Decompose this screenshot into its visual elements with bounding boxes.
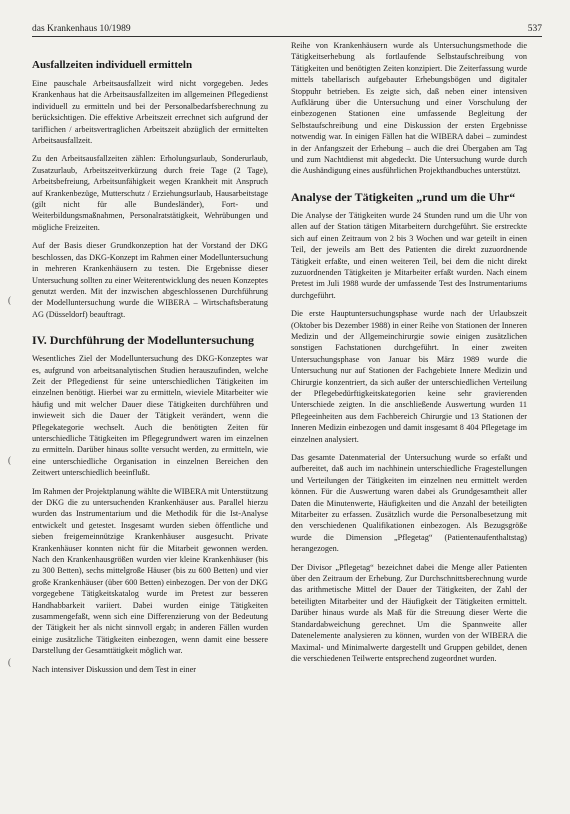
section-heading: Analyse der Tätigkeiten „rund um die Uhr“ [291, 189, 516, 204]
margin-bracket-icon: ( [8, 657, 11, 667]
paragraph: Nach intensiver Diskussion und dem Test in einer [32, 664, 197, 674]
running-header [32, 22, 542, 36]
left-column [32, 58, 268, 682]
section-heading: Ausfallzeiten individuell ermitteln [32, 59, 193, 71]
paragraph: Auf der Basis dieser Grundkonzeption hat der Vorstand der DKG beschlossen, das DKG-Konzept im Rahmen einer Modelluntersuchung in mehreren Krankenhäusern zu testen. Die Ergebnisse dieser Untersuchung sollten zu einer Weiterentwicklung des neuen Konzeptes genutzt werden. Mit der inzwischen abgeschlossenen Durchführung der Modelluntersuchung wurde die WIBERA – Wirtschaftsberatung AG (Düsseldorf) beauftragt. [32, 241, 268, 319]
header-rule [32, 36, 542, 37]
paragraph: Der Divisor „Pflegetag“ bezeichnet dabei die Menge aller Patienten über den Zeitraum der Erhebung. Zur Durchschnittsberechnung wurde das arithmetische Mittel der Dauer der Tätigkeiten, der Zahl der beteiligten Mitarbeiter und der Häufigkeit der Tätigkeiten ermittelt. Darüber hinaus wurde als Maß für die Streuung dieser Werte die Standardabweichung gerechnet. Um die Spannweite aller Datenelemente analysieren zu können, wurden von der WIBERA die Maximal- und Minimalwerte dargestellt und Gruppen gebildet, denen die verschiedenen Teilwerte entsprechend zugeordnet wurden. [291, 562, 527, 663]
page-number: 537 [527, 24, 542, 34]
paragraph: Wesentliches Ziel der Modelluntersuchung des DKG-Konzeptes war es, aufgrund von arbeitsanalytischen Studien herauszufinden, welche Zeit der Pflegedienst für seine unterschiedlichen Tätigkeiten im einzelnen benötigt. Hierbei war zu ermitteln, wieviele Mitarbeiter wie häufig und mit welcher Dauer diese Tätigkeiten durchführen und inwieweit sich die Dauer der Tätigkeit verändert, wenn die Pflegekategorie wechselt. Auch die benötigten Zeiten für unterschiedliche Tätigkeiten im Pflegegrundwert waren im einzelnen zu ermitteln. Darüber hinaus sollte versucht werden, zu ermitteln, wie eine unterschiedliche Organisation in einzelnen Bereichen den Zeitwert unterschiedlich beeinflußt. [32, 354, 268, 478]
paragraph: Eine pauschale Arbeitsausfallzeit wird nicht vorgegeben. Jedes Krankenhaus hat die Arbeitsausfallzeiten im allgemeinen Pflegedienst individuell zu ermitteln und bei der Personalbedarfsberechnung zu berücksichtigen. Die effektive Arbeitszeit errechnet sich aufgrund der tariflichen / arbeitsvertraglichen Arbeitszeit abzüglich der ermittelten Arbeitsausfallzeit. [32, 79, 268, 146]
paragraph: Reihe von Krankenhäusern wurde als Untersuchungsmethode die Tätigkeitserhebung als fortlaufende Selbstaufschreibung von Tätigkeiten und benötigten Zeiten konzipiert. Die Zeiterfassung wurde mittels tabellarisch aufgebauter Erhebungsbögen und digitaler Stoppuhr betrieben. Es zeigte sich, daß neben einer intensiven Aufklärung über die Untersuchung und einer Vorschulung der einbezogenen Stationen eine umfassende Begleitung der Selbstaufschreibung und eine Diskussion der ersten Ergebnisse notwendig war. In einigen Fällen hat die WIBERA dabei – zumindest in der Anfangszeit der Erhebung – auch die drei Übergaben am Tag und zum Nachtdienst mit abgedeckt. Die Untersuchung wurde durch die Aushändigung eines ausführlichen Projekthandbuches unterstützt. [291, 41, 527, 176]
paragraph: Im Rahmen der Projektplanung wählte die WIBERA mit Unterstützung der DKG die zu untersuchenden Krankenhäuser aus. Parallel hierzu wurden das Instrumentarium und die Methodik für die Ist-Analyse entwickelt und getestet. Insgesamt wurden sieben öffentliche und sieben freigemeinnützige Krankenhäuser ausgesucht. Private Krankenhäuser konnten nicht für die Mitarbeit gewonnen werden. Nach den Krankenhausgrößen wurden vier kleine Krankenhäuser (bis zu 300 Betten), sechs mittelgroße Häuser (bis zu 600 Betten) und vier große Krankenhäuser (über 600 Betten) einbezogen. Der von der DKG vorgegebene Tätigkeitskatalog wurde im Pretest zur besseren Handhabbarkeit variiert. Dabei wurden einige Tätigkeiten zusammengefaßt, wenn sich eine Differenzierung von der Bedeutung der Tätigkeit her als nicht sinnvoll ergab; in anderen Fällen wurden einige zusätzliche Tätigkeiten einbezogen, wenn damit eine bessere Darstellung der Gesamttätigkeit möglich war. [32, 486, 268, 656]
journal-issue: das Krankenhaus 10/1989 [32, 24, 131, 34]
paragraph: Die Analyse der Tätigkeiten wurde 24 Stunden rund um die Uhr von allen auf der Station tätigen Mitarbeitern durchgeführt. Sie erstreckte sich auf einen Zeitraum von 2 bis 3 Wochen und war geteilt in einen Teil, der jeweils am Bett des Patienten die direkt zuzuordnende Tätigkeit erfaßte, und einen weiteren Teil, bei dem die nicht direkt zuzuordnenden Tätigkeiten je Mitarbeiter erfaßt wurden. Nach einem Pretest im Juli 1988 wurde der umfassende Test des Instrumentariums durchgeführt. [291, 210, 527, 300]
section-heading: IV. Durchführung der Modelluntersuchung [32, 333, 255, 348]
paragraph: Das gesamte Datenmaterial der Untersuchung wurde so erfaßt und aufbereitet, daß auch im nachhinein unterschiedliche Fragestellungen und Verteilungen der Tätigkeiten im einzelnen neu ermittelt werden können. Für die Auswertung waren dabei als Grundgesamtheit aller Daten die Minutenwerte, Häufigkeiten und die Anzahl der beteiligten Mitarbeiter zu erfassen. Zusätzlich wurde die Personalbesetzung mit den verschiedenen Qualifikationen einbezogen. Als Bezugsgröße wurde die Dimension „Pflegetag“ (Patientenaufenthaltstag) herangezogen. [291, 453, 527, 554]
margin-bracket-icon: ( [8, 295, 11, 305]
paragraph: Die erste Hauptuntersuchungsphase wurde nach der Urlaubszeit (Oktober bis Dezember 1988) in einer Reihe von Stationen der Inneren Medizin und der Allgemeinchirurgie sowie einigen zusätzlichen sonstigen Fachstationen durchgeführt. In einer zweiten Untersuchungsphase von Januar bis März 1989 wurde die Untersuchung nur auf Stationen der Fachgebiete Innere Medizin und Chirurgie konzentriert, da sich außer der unterschiedlichen Verteilung der Pflegebedürftigkeitskategorien keine sehr gravierenden Unterschiede zeigten. In die anschließende Auswertung wurden 11 Pflegeeinheiten aus dem Fachbereich Chirurgie und 13 Stationen der Inneren Medizin einbezogen und damit insgesamt 8 404 Pflegetage im einzelnen analysiert. [291, 309, 527, 444]
paragraph: Zu den Arbeitsausfallzeiten zählen: Erholungsurlaub, Sonderurlaub, Zusatzurlaub, Arbeitszeitverkürzung durch freie Tage (2 Tage), Arbeitsbefreiung, Arbeitsunfähigkeit wegen Krankheit mit Anspruch auf Krankenbezüge, Mutterschutz / Erziehungsurlaub, Hausarbeitstage (gilt nicht für alle Bundesländer), Fort- und Weiterbildungsmaßnahmen, Personalratstätigkeit, Wehrübungen und mögliche Freizeiten. [32, 154, 268, 232]
right-column [291, 40, 527, 671]
margin-bracket-icon: ( [8, 455, 11, 465]
